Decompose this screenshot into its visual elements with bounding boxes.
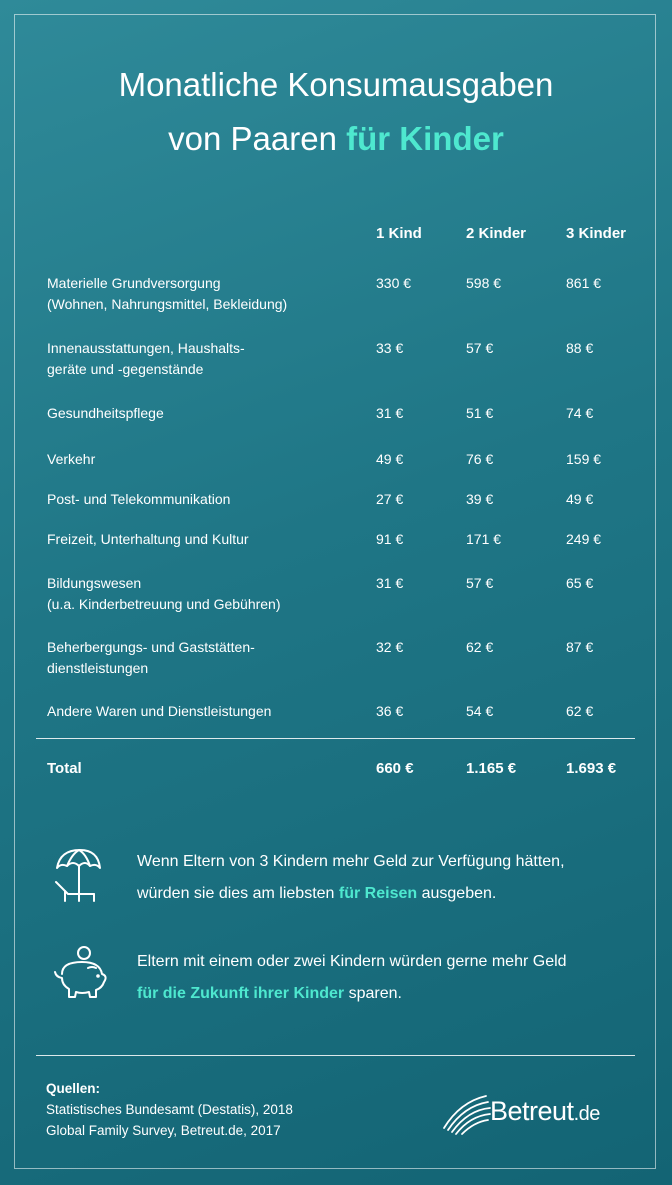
note-future-highlight: für die Zukunft ihrer Kinder <box>137 985 345 1002</box>
row-label: Beherbergungs- und Gaststätten- <box>47 639 255 655</box>
cell-3-kinder: 62 € <box>566 703 594 719</box>
page-title <box>0 58 672 166</box>
row-label: Bildungswesen <box>47 575 142 591</box>
cell-3-kinder: 74 € <box>566 405 594 421</box>
row-sublabel: (u.a. Kinderbetreuung und Gebühren) <box>47 596 281 612</box>
piggy-bank-icon <box>52 944 110 1000</box>
cell-2-kinder: 598 € <box>466 275 502 291</box>
note-travel-line-2 <box>137 878 637 910</box>
row-sublabel: (Wohnen, Nahrungsmittel, Bekleidung) <box>47 296 288 312</box>
cell-1-kind: 31 € <box>376 405 404 421</box>
row-label: Andere Waren und Dienstleistungen <box>47 703 272 719</box>
column-header-2-kinder: 2 Kinder <box>466 225 527 242</box>
note-travel-highlight: für Reisen <box>338 885 418 902</box>
cell-3-kinder: 249 € <box>566 531 602 547</box>
cell-2-kinder: 54 € <box>466 703 494 719</box>
source-item: Global Family Survey, Betreut.de, 2017 <box>46 1123 281 1138</box>
note-future <box>137 946 637 1010</box>
cell-1-kind: 49 € <box>376 451 404 467</box>
title-line-2-plain: von Paaren <box>168 120 337 157</box>
total-label: Total <box>47 760 82 777</box>
cell-1-kind: 36 € <box>376 703 404 719</box>
row-sublabel: geräte und -gegenstände <box>47 361 204 377</box>
cell-2-kinder: 62 € <box>466 639 494 655</box>
cell-3-kinder: 861 € <box>566 275 602 291</box>
column-header-1-kind: 1 Kind <box>376 225 422 242</box>
title-line-1: Monatliche Konsumausgaben <box>118 66 554 103</box>
row-label: Innenausstattungen, Haushalts- <box>47 340 245 356</box>
sources <box>46 1078 293 1141</box>
row-label: Verkehr <box>47 451 96 467</box>
row-label: Gesundheitspflege <box>47 405 164 421</box>
footer-divider <box>36 1055 635 1056</box>
source-item: Statistisches Bundesamt (Destatis), 2018 <box>46 1102 293 1117</box>
cell-2-kinder: 57 € <box>466 340 494 356</box>
note-travel <box>137 846 637 910</box>
note-future-line-1: Eltern mit einem oder zwei Kindern würden gerne mehr Geld <box>137 953 567 970</box>
note-future-text-end: sparen. <box>348 985 402 1002</box>
note-travel-line-1: Wenn Eltern von 3 Kindern mehr Geld zur Verfügung hätten, <box>137 853 565 870</box>
row-label: Materielle Grundversorgung <box>47 275 221 291</box>
cell-3-kinder: 87 € <box>566 639 594 655</box>
betreut-logo-text <box>490 1096 600 1127</box>
total-2-kinder: 1.165 € <box>466 760 517 777</box>
cell-3-kinder: 49 € <box>566 491 594 507</box>
title-line-2 <box>0 112 672 166</box>
cell-1-kind: 33 € <box>376 340 404 356</box>
cell-3-kinder: 159 € <box>566 451 602 467</box>
cell-2-kinder: 171 € <box>466 531 502 547</box>
row-label: Post- und Telekommunikation <box>47 491 231 507</box>
row-label: Freizeit, Unterhaltung und Kultur <box>47 531 249 547</box>
cell-2-kinder: 51 € <box>466 405 494 421</box>
cell-3-kinder: 88 € <box>566 340 594 356</box>
note-future-line-2 <box>137 978 637 1010</box>
note-travel-text-end: ausgeben. <box>421 885 497 902</box>
total-3-kinder: 1.693 € <box>566 760 617 777</box>
cell-1-kind: 330 € <box>376 275 412 291</box>
logo-brand: Betreut <box>490 1096 574 1126</box>
cell-2-kinder: 76 € <box>466 451 494 467</box>
logo-domain: .de <box>573 1103 600 1125</box>
table-divider <box>36 738 635 739</box>
cell-1-kind: 91 € <box>376 531 404 547</box>
cell-3-kinder: 65 € <box>566 575 594 591</box>
cell-2-kinder: 57 € <box>466 575 494 591</box>
row-sublabel: dienstleistungen <box>47 660 149 676</box>
cell-1-kind: 27 € <box>376 491 404 507</box>
cell-1-kind: 31 € <box>376 575 404 591</box>
column-header-3-kinder: 3 Kinder <box>566 225 627 242</box>
sources-heading: Quellen: <box>46 1081 101 1096</box>
total-1-kind: 660 € <box>376 760 414 777</box>
cell-2-kinder: 39 € <box>466 491 494 507</box>
note-travel-text: würden sie dies am liebsten <box>137 885 335 902</box>
beach-umbrella-lounger-icon <box>52 846 104 904</box>
cell-1-kind: 32 € <box>376 639 404 655</box>
title-line-2-highlight: für Kinder <box>346 120 504 157</box>
